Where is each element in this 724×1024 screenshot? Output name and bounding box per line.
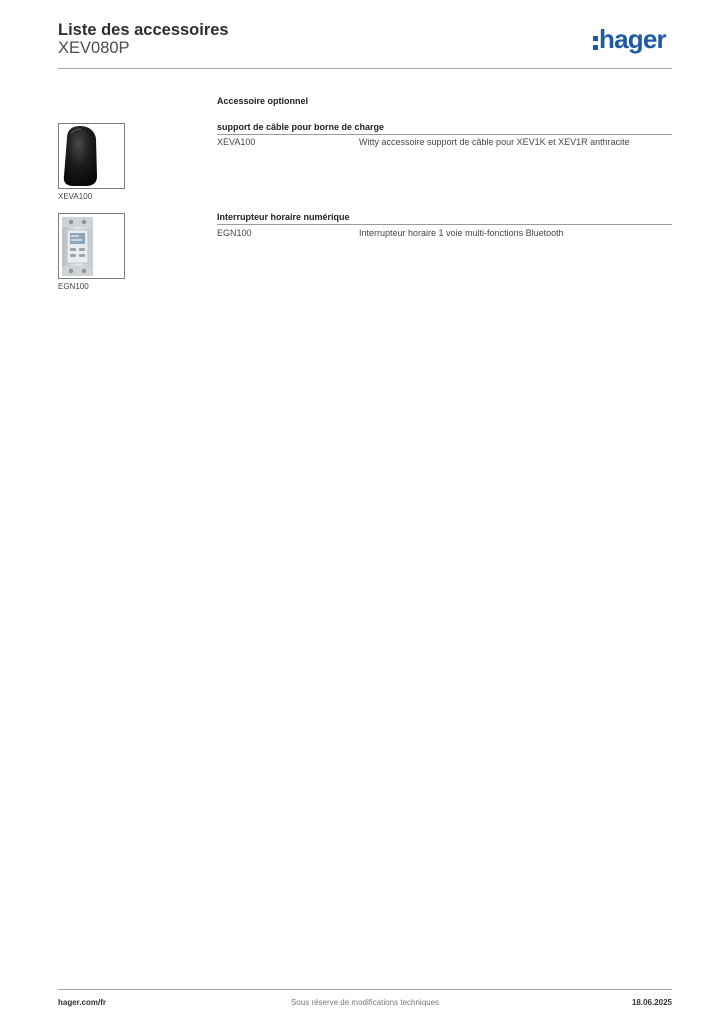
hager-logo	[593, 24, 673, 58]
document-title: Liste des accessoires	[58, 21, 229, 39]
cable-holder-image	[58, 123, 125, 189]
image-caption: EGN100	[58, 282, 89, 291]
image-caption: XEVA100	[58, 192, 93, 201]
header-divider	[58, 68, 672, 69]
din-timer-module-image	[58, 213, 125, 279]
item-reference: XEVA100	[217, 137, 256, 147]
group-title-digital-timer: Interrupteur horaire numérique	[217, 212, 672, 225]
item-description: Interrupteur horaire 1 voie multi-fonctions Bluetooth	[359, 228, 564, 238]
product-reference: XEV080P	[58, 39, 130, 57]
item-description: Witty accessoire support de câble pour XEV1K et XEV1R anthracite	[359, 137, 630, 147]
footer-disclaimer: Sous réserve de modifications techniques	[290, 998, 440, 1007]
footer-date: 18.06.2025	[631, 998, 672, 1007]
section-title: Accessoire optionnel	[217, 96, 309, 106]
footer-divider	[58, 989, 672, 990]
logo-colon-icon	[593, 36, 598, 52]
item-reference: EGN100	[217, 228, 252, 238]
group-title-cable-support: support de câble pour borne de charge	[217, 122, 672, 135]
footer-website-link[interactable]: hager.com/fr	[58, 998, 107, 1007]
logo-text: hager	[599, 24, 666, 54]
